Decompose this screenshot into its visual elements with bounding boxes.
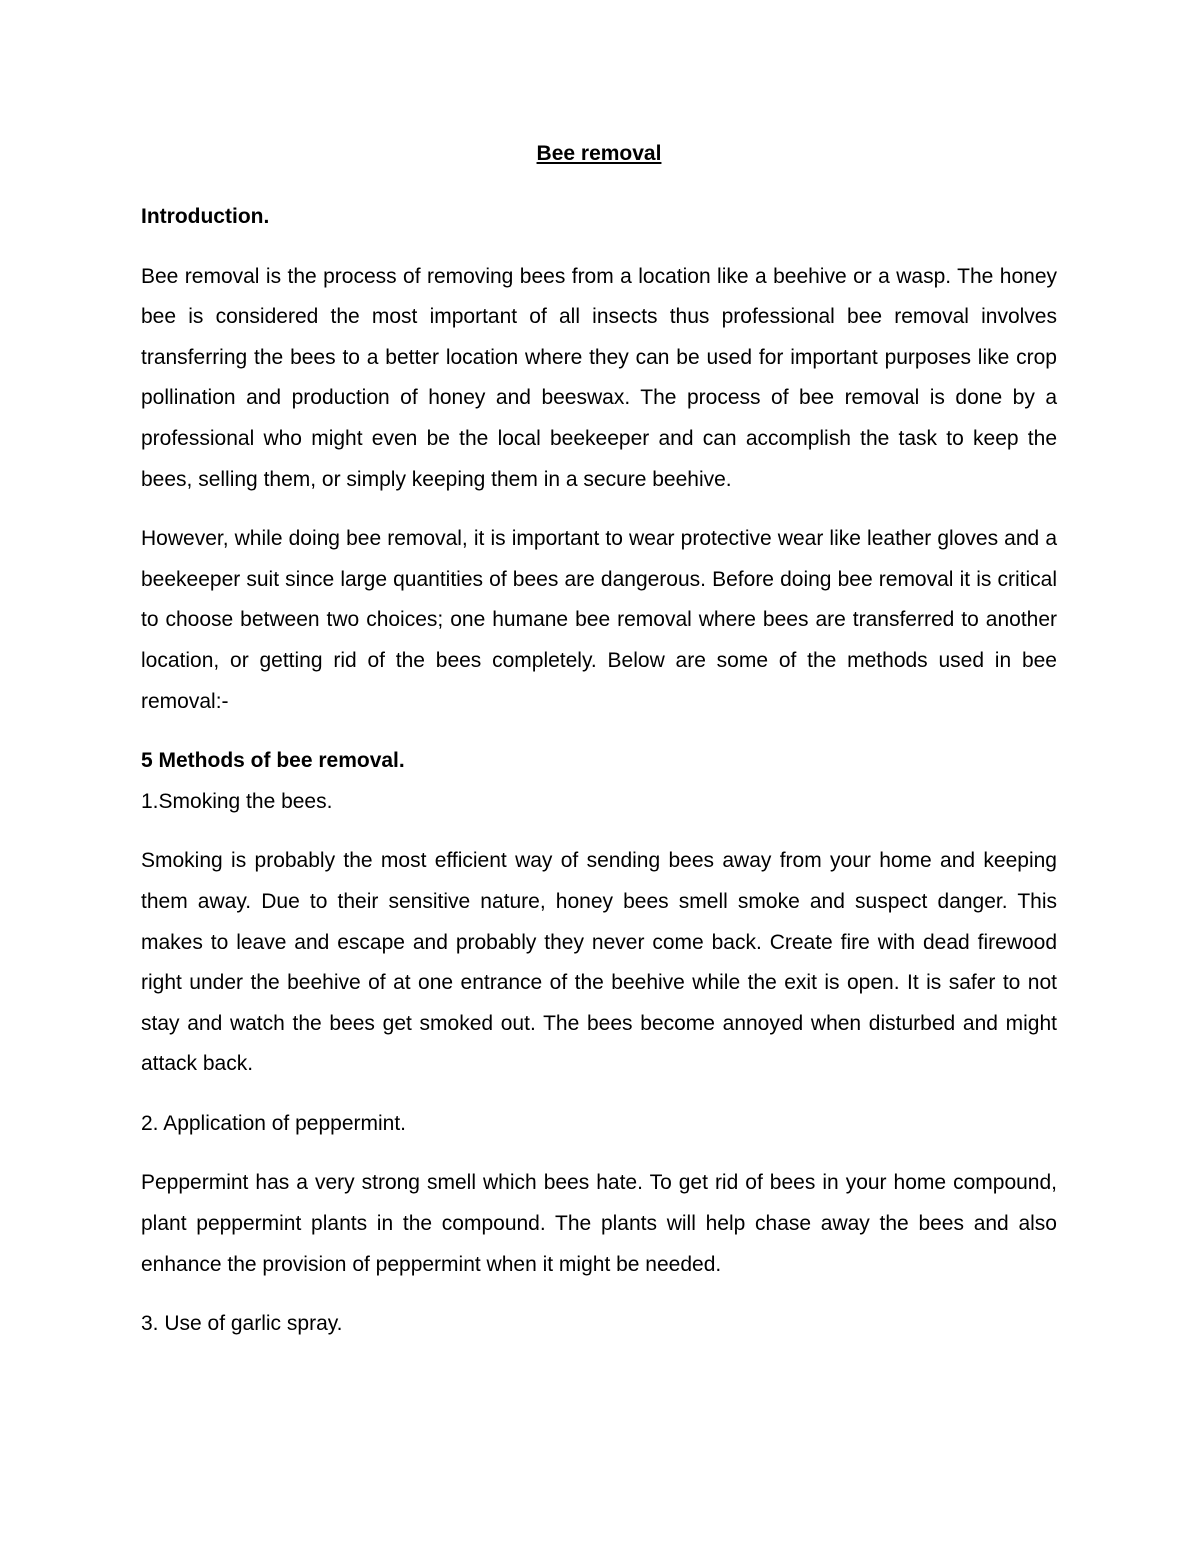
document-title: Bee removal (536, 142, 662, 165)
method-2-title: 2. Application of peppermint. (141, 1111, 407, 1135)
introduction-heading: Introduction. (141, 205, 270, 228)
method-2-text: Peppermint has a very strong smell which bees hate. To get rid of bees in your home compound, plant peppermint plants in the compound. The plants will help chase away the bees and also enhance the provision of peppermint when it might be needed. (141, 1171, 1057, 1276)
methods-heading: 5 Methods of bee removal. (141, 749, 405, 773)
method-3-title: 3. Use of garlic spray. (141, 1312, 343, 1336)
document-page (141, 130, 1057, 1364)
method-1-title: 1.Smoking the bees. (141, 789, 333, 813)
intro-paragraph-2: However, while doing bee removal, it is important to wear protective wear like leather gloves and a beekeeper suit since large quantities of bees are dangerous. Before doing bee removal it is critical to choose between two choices; one humane bee removal where bees are transferred to another location, or getting rid of the bees completely. Below are some of the methods used in bee removal:- (141, 527, 1057, 713)
method-1-text: Smoking is probably the most efficient way of sending bees away from your home and keeping them away. Due to their sensitive nature, honey bees smell smoke and suspect danger. This makes to leave and escape and probably they never come back. Create fire with dead firewood right under the beehive of at one entrance of the beehive while the exit is open. It is safer to not stay and watch the bees get smoked out. The bees become annoyed when disturbed and might attack back. (141, 849, 1057, 1076)
intro-paragraph-1: Bee removal is the process of removing bees from a location like a beehive or a wasp. The honey bee is considered the most important of all insects thus professional bee removal involves transferring the bees to a better location where they can be used for important purposes like crop pollination and production of honey and beeswax. The process of bee removal is done by a professional who might even be the local beekeeper and can accomplish the task to keep the bees, selling them, or simply keeping them in a secure beehive. (141, 264, 1057, 491)
